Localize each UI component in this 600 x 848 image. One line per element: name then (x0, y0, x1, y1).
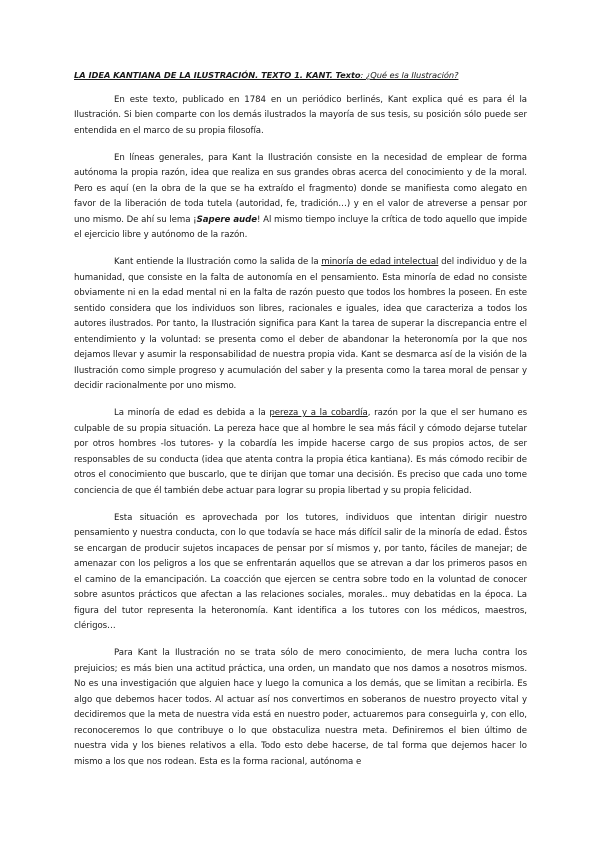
paragraph-4-text-a: La minoría de edad es debida a la (114, 408, 270, 418)
paragraph-2-text-a: En líneas generales, para Kant la Ilustración consiste en la necesidad de emplear de forma autónoma la propia razón, idea que realiza en sus grandes obras acerca del conocimiento y de la moral. Pero es aquí (en la obra de la que se ha extraído el fragmento) donde se manifiesta como alegato en favor de la liberación de toda tutela (autoridad, fe, tradición…) y en el valor de atreverse a pensar por uno mismo. De ahí su lema ¡ (74, 152, 527, 225)
underlined-pereza-cobardia: pereza y a la cobardía (269, 408, 368, 418)
motto-sapere-aude: Sapere aude (196, 214, 258, 225)
paragraph-1: En este texto, publicado en 1784 en un periódico berlinés, Kant explica qué es para él la Ilustración. Si bien comparte con los demás ilustrados la mayoría de sus tesis, su posición sólo puede ser entendida en el marco de su propia filosofía. (74, 94, 527, 136)
title-main: LA IDEA KANTIANA DE LA ILUSTRACIÓN. TEXTO 1. KANT. Texto (74, 70, 361, 80)
paragraph-2 (74, 151, 527, 244)
underlined-minoria-de-edad: minoría de edad intelectual (321, 257, 439, 267)
paragraph-5: Esta situación es aprovechada por los tutores, individuos que intentan dirigir nuestro pensamiento y nuestra conducta, con lo que todavía se hace más difícil salir de la minoría de edad. Éstos se encargan de producir sujetos incapaces de pensar por sí mismos y, por tanto, fáciles de manejar; de amenazar con los peligros a los que se enfrentarán aquellos que se atrevan a dar los primeros pasos en el camino de la emancipación. La coacción que ejercen se centra sobre todo en la voluntad de conocer sobre asuntos prácticos que afectan a las relaciones sociales, morales.. muy debatidas en la época. La figura del tutor representa la heteronomía. Kant identifica a los tutores con los médicos, maestros, clérigos… (74, 512, 527, 631)
paragraph-6: Para Kant la Ilustración no se trata sólo de mero conocimiento, de mera lucha contra los prejuicios; es más bien una actitud práctica, una orden, un mandato que nos damos a nosotros mismos. No es una investigación que alguien hace y luego la comunica a los demás, que se limitan a recibirla. Es algo que debemos hacer todos. Al actuar así nos convertimos en soberanos de nuestro proyecto vital y decidiremos que la meta de nuestra vida está en nuestro poder, actuaremos para conseguirla y, con ello, reconoceremos lo que contribuye o lo que obstaculiza nuestra meta. Definiremos el bien último de nuestra vida y los bienes relativos a ella. Todo esto debe hacerse, de tal forma que dejemos hacer lo mismo a los que nos rodean. Esta es la forma racional, autónoma e (74, 648, 527, 767)
paragraph-2-text-b: ! Al mismo tiempo incluye la crítica de todo aquello que impide el ejercicio libre y autónomo de la razón. (74, 214, 528, 240)
title-question: : ¿Qué es la Ilustración? (360, 70, 459, 80)
paragraph-4-text-b: , razón por la que el ser humano es culpable de su propia situación. La pereza hace que al hombre le sea más fácil y cómodo dejarse tutelar por otros hombres -los tutores- y la cobardía les impide hacerse cargo de sus propios actos, de ser responsables de su conducta (idea que atenta contra la propia ética kantiana). Es más cómodo recibir de otros el conocimiento que buscarlo, que te dirijan que tomar una decisión. Es preciso que cada uno tome conciencia de que él también debe actuar para lograr su propia libertad y su propia felicidad. (74, 408, 527, 496)
paragraph-4 (74, 406, 527, 499)
paragraph-3-text-b: del individuo y de la humanidad, que consiste en la falta de autonomía en el pensamiento. Esta minoría de edad no consiste obviamente ni en la edad mental ni en la falta de razón puesto que todos los hombres la poseen. En este sentido considera que los individuos son libres, racionales e iguales, idea que caracteriza a todos los autores ilustrados. Por tanto, la Ilustración significa para Kant la tarea de superar la discrepancia entre el entendimiento y la voluntad: se presenta como el deber de abandonar la heteronomía por la que nos dejamos llevar y asumir la responsabilidad de nuestra propia vida. Kant se desmarca así de la visión de la Ilustración como simple progreso y acumulación del saber y la presenta como la tarea moral de pensar y decidir racionalmente por uno mismo. (74, 257, 527, 391)
paragraph-3 (74, 255, 527, 395)
document-page (74, 68, 527, 782)
paragraph-3-text-a: Kant entiende la Ilustración como la salida de la (114, 257, 322, 267)
document-title (74, 68, 527, 84)
